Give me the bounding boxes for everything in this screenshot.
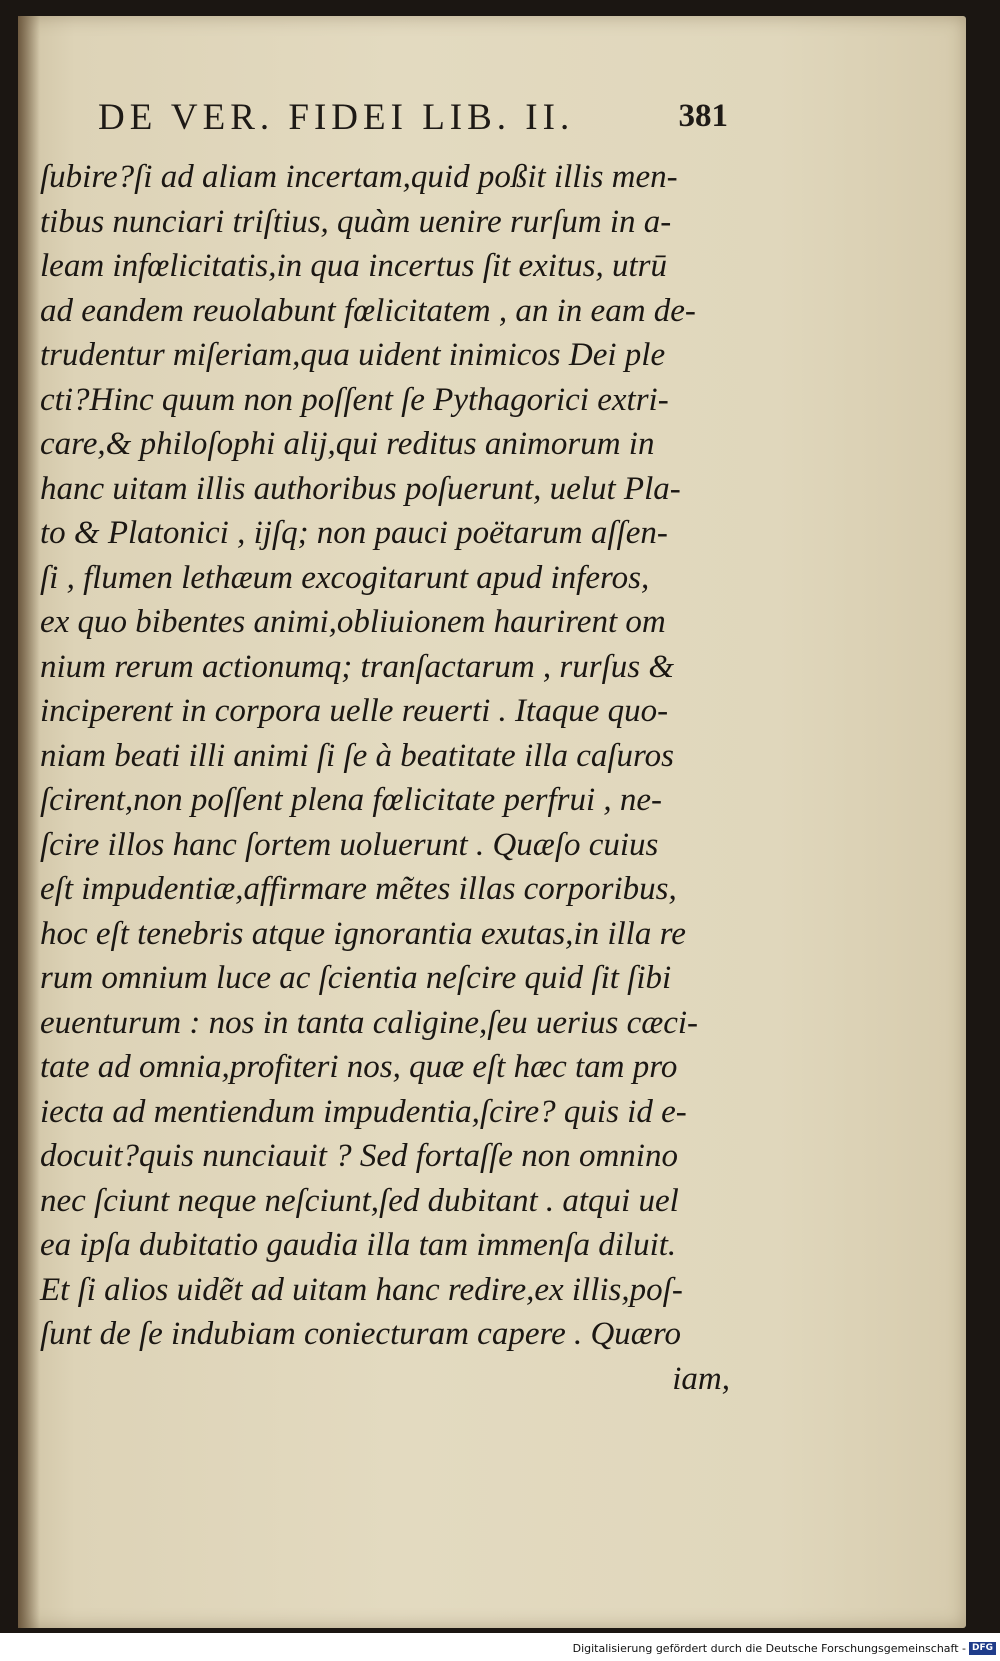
text-line: cti?Hinc quum non poſſent ſe Pythagorici extri-	[40, 381, 669, 418]
text-line: ſubire?ſi ad aliam incertam,quid poßit illis men-	[40, 159, 678, 195]
body-text	[40, 155, 730, 1401]
text-line: Et ſi alios uidẽt ad uitam hanc redire,ex illis,poſ-	[40, 1271, 683, 1308]
page-binding-shadow	[18, 16, 40, 1628]
text-line: trudentur miſeriam,qua uident inimicos Dei ple	[40, 337, 666, 373]
text-line: care,& philoſophi alij,qui reditus animorum in	[40, 426, 655, 462]
text-line: ad eandem reuolabunt fœlicitatem , an in eam de-	[40, 292, 696, 329]
text-line: ea ipſa dubitatio gaudia illa tam immenſa diluit.	[40, 1227, 677, 1263]
text-line: ſi , flumen lethæum excogitarunt apud inferos,	[40, 559, 650, 596]
catchword: iam,	[672, 1360, 730, 1397]
text-line: hoc eſt tenebris atque ignorantia exutas,in illa re	[40, 915, 686, 952]
text-line: eſt impudentiæ,affirmare mẽtes illas corporibus,	[40, 871, 677, 907]
text-line: ſcire illos hanc ſortem uoluerunt . Quæſo cuius	[40, 826, 659, 863]
text-line: tibus nunciari triſtius, quàm uenire rurſum in a-	[40, 203, 672, 240]
text-line: hanc uitam illis authoribus poſuerunt, uelut Pla-	[40, 470, 681, 507]
text-line: leam infœlicitatis,in qua incertus ſit exitus, utrū	[40, 248, 667, 284]
page-header	[78, 96, 728, 146]
running-title: DE VER. FIDEI LIB. II.	[98, 97, 575, 138]
text-line: nec ſciunt neque neſciunt,ſed dubitant . atqui uel	[40, 1182, 679, 1219]
text-line: ex quo bibentes animi,obliuionem haurirent om	[40, 604, 666, 640]
text-line: inciperent in corpora uelle reuerti . Itaque quo-	[40, 693, 669, 729]
text-line: ſcirent,non poſſent plena fœlicitate perfrui , ne-	[40, 782, 663, 818]
credit-text: Digitalisierung gefördert durch die Deutsche Forschungsgemeinschaft -	[572, 1642, 966, 1655]
text-line: iecta ad mentiendum impudentia,ſcire? quis id e-	[40, 1093, 687, 1130]
text-line: docuit?quis nunciauit ? Sed fortaſſe non omnino	[40, 1138, 678, 1174]
page-number: 381	[678, 98, 728, 134]
text-line: nium rerum actionumq; tranſactarum , rurſus &	[40, 648, 675, 685]
text-line: tate ad omnia,profiteri nos, quæ eſt hæc tam pro	[40, 1049, 678, 1085]
text-line: to & Platonici , ijſq; non pauci poëtarum aſſen-	[40, 515, 668, 551]
text-line: rum omnium luce ac ſcientia neſcire quid ſit ſibi	[40, 960, 672, 996]
dfg-logo: DFG	[969, 1642, 996, 1655]
text-line: ſunt de ſe indubiam coniecturam capere . Quæro	[40, 1316, 681, 1352]
digitization-credit	[573, 1642, 996, 1655]
text-line: euenturum : nos in tanta caligine,ſeu uerius cæci-	[40, 1004, 699, 1041]
text-line: niam beati illi animi ſi ſe à beatitate illa caſuros	[40, 737, 674, 774]
